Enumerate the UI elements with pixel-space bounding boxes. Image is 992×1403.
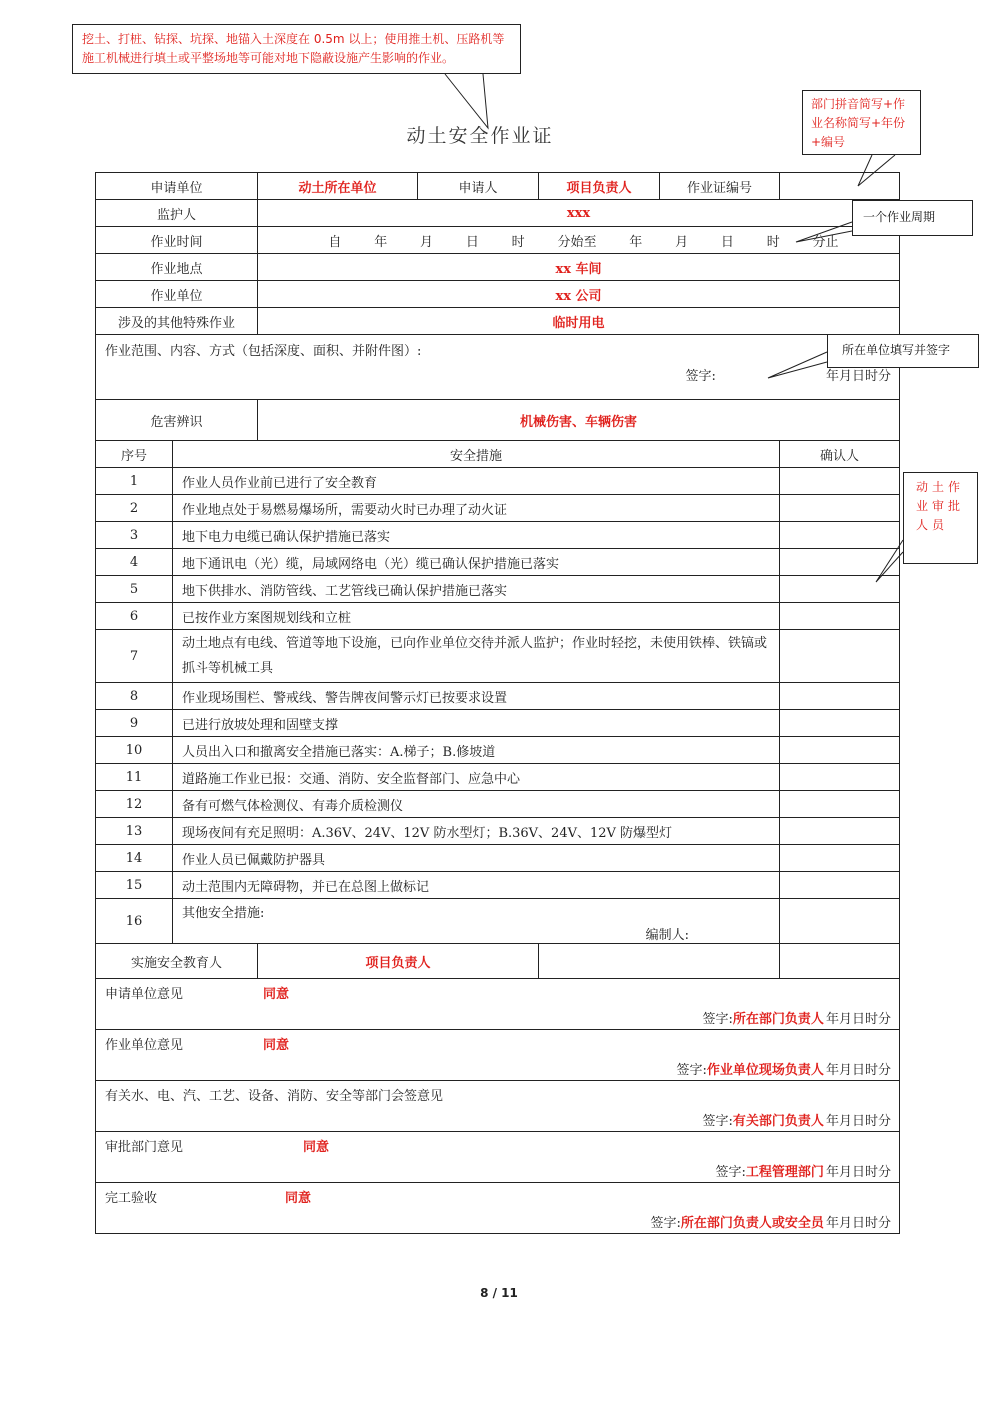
measure-row-other [96, 899, 900, 944]
work-time-token: 分始至 [557, 234, 597, 250]
time-unit-2: 日 [851, 368, 865, 384]
measure-no: 3 [96, 522, 173, 549]
callout-work-period-text: 一个作业周期 [863, 210, 936, 224]
measure-no: 15 [96, 872, 173, 899]
applicant-label: 申请人 [418, 173, 539, 200]
opinion-value: 同意 [263, 986, 290, 1002]
measure-text: 道路施工作业已报：交通、消防、安全监督部门、应急中心 [173, 764, 780, 791]
educator-value[interactable]: 项目负责人 [258, 944, 539, 979]
measure-text: 作业人员已佩戴防护器具 [173, 845, 780, 872]
measure-no: 12 [96, 791, 173, 818]
measure-confirm-cell[interactable] [780, 764, 900, 791]
callout-work-period [852, 200, 973, 236]
time-unit-1: 月 [838, 368, 852, 384]
measure-text: 已进行放坡处理和固壁支撑 [173, 710, 780, 737]
callout-scope-definition [72, 24, 521, 74]
permit-number-label: 作业证编号 [660, 173, 780, 200]
opinion-value: 同意 [285, 1190, 312, 1206]
document-title: 动土安全作业证 [406, 125, 554, 147]
opinion-row [96, 1030, 900, 1081]
work-unit-value[interactable]: xx 公司 [258, 281, 900, 308]
work-time-token: 月 [420, 234, 434, 250]
work-time-token: 年 [374, 234, 388, 250]
measure-no: 8 [96, 683, 173, 710]
time-unit: 分 [878, 1011, 892, 1027]
measure-text: 地下供排水、消防管线、工艺管线已确认保护措施已落实 [173, 576, 780, 603]
time-unit: 时 [864, 1215, 878, 1231]
row-special-work [96, 308, 900, 335]
work-time-token: 日 [465, 234, 479, 250]
measure-no: 16 [96, 899, 173, 944]
scope-cell[interactable] [96, 335, 900, 400]
row-hazard [96, 400, 900, 441]
measure-row [96, 495, 900, 522]
sign-label: 签字: [650, 1215, 681, 1231]
opinion-cell[interactable] [96, 1183, 900, 1234]
apply-unit-value[interactable]: 动土所在单位 [258, 173, 418, 200]
measure-no: 4 [96, 549, 173, 576]
measure-confirm-cell[interactable] [780, 630, 900, 683]
opinion-row [96, 1081, 900, 1132]
signer-value: 所在部门负责人或安全员 [680, 1215, 824, 1231]
time-unit: 月 [838, 1215, 852, 1231]
sign-label: 签字: [676, 1062, 707, 1078]
hazard-label: 危害辨识 [96, 400, 258, 441]
measure-confirm-cell[interactable] [780, 468, 900, 495]
work-time-value[interactable] [258, 227, 900, 254]
opinion-cell[interactable] [96, 1081, 900, 1132]
work-time-token: 时 [766, 234, 780, 250]
sign-label: 签字: [702, 1011, 733, 1027]
measure-no: 9 [96, 710, 173, 737]
measure-confirm-cell[interactable] [780, 710, 900, 737]
work-place-label: 作业地点 [96, 254, 258, 281]
time-unit: 分 [878, 1113, 892, 1129]
measure-text: 作业人员作业前已进行了安全教育 [173, 468, 780, 495]
measure-confirm-cell[interactable] [780, 872, 900, 899]
row-work-place [96, 254, 900, 281]
time-unit: 年 [825, 1062, 839, 1078]
time-unit: 月 [838, 1164, 852, 1180]
work-unit-label: 作业单位 [96, 281, 258, 308]
measure-row [96, 737, 900, 764]
opinion-label: 完工验收 [105, 1190, 158, 1206]
opinion-row [96, 1132, 900, 1183]
row-work-unit [96, 281, 900, 308]
measure-text: 已按作业方案图规划线和立桩 [173, 603, 780, 630]
time-unit: 日 [851, 1215, 865, 1231]
measure-text: 现场夜间有充足照明：A.36V、24V、12V 防水型灯；B.36V、24V、12V 防爆型灯 [173, 818, 780, 845]
row-guardian [96, 200, 900, 227]
time-unit: 时 [864, 1011, 878, 1027]
measure-no: 6 [96, 603, 173, 630]
time-unit: 年 [825, 1011, 839, 1027]
measure-confirm-cell[interactable] [780, 576, 900, 603]
measures-header-no: 序号 [96, 441, 173, 468]
callout-permit-number-rule [802, 90, 921, 155]
callout-approver-text: 动土作业审批人员 [916, 480, 965, 532]
row-educator [96, 944, 900, 979]
measure-row [96, 549, 900, 576]
time-unit: 时 [864, 1113, 878, 1129]
measure-confirm-cell[interactable] [780, 603, 900, 630]
callout-unit-sign-text: 所在单位填写并签字 [842, 343, 951, 357]
opinion-cell[interactable] [96, 1030, 900, 1081]
row-scope [96, 335, 900, 400]
compiler-label: 编制人: [645, 927, 690, 943]
time-unit-4: 分 [878, 368, 892, 384]
signer-value: 作业单位现场负责人 [706, 1062, 824, 1078]
measure-row [96, 872, 900, 899]
measure-row [96, 468, 900, 495]
work-time-tokens [262, 231, 895, 250]
work-time-token: 自 [328, 234, 342, 250]
measure-text: 动土地点有电线、管道等地下设施，已向作业单位交待并派人监护；作业时轻挖，未使用铁棒、铁镐或抓斗等机械工具 [173, 630, 780, 683]
measure-no: 10 [96, 737, 173, 764]
time-unit: 日 [851, 1164, 865, 1180]
opinion-row [96, 979, 900, 1030]
row-measures-header [96, 441, 900, 468]
special-work-value[interactable]: 临时用电 [258, 308, 900, 335]
signer-value: 工程管理部门 [745, 1164, 824, 1180]
measure-row [96, 710, 900, 737]
signer-value: 所在部门负责人 [732, 1011, 824, 1027]
opinion-label: 审批部门意见 [105, 1139, 184, 1155]
opinion-value: 同意 [263, 1037, 290, 1053]
measure-confirm-cell[interactable] [780, 549, 900, 576]
measure-row [96, 764, 900, 791]
measure-row [96, 522, 900, 549]
guardian-label: 监护人 [96, 200, 258, 227]
time-unit: 年 [825, 1164, 839, 1180]
measure-no: 11 [96, 764, 173, 791]
time-unit: 分 [878, 1062, 892, 1078]
measure-text: 作业现场围栏、警戒线、警告牌夜间警示灯已按要求设置 [173, 683, 780, 710]
measure-row [96, 683, 900, 710]
time-unit: 月 [838, 1011, 852, 1027]
callout-permit-number-text: 部门拼音简写+作业名称简写+年份+编号 [811, 97, 906, 149]
measure-row [96, 630, 900, 683]
measure-no: 2 [96, 495, 173, 522]
measure-row [96, 576, 900, 603]
opinion-label: 作业单位意见 [105, 1037, 184, 1053]
callout-approver [903, 472, 978, 564]
measure-text: 作业地点处于易燃易爆场所，需要动火时已办理了动火证 [173, 495, 780, 522]
callout-scope-text: 挖土、打桩、钻探、坑探、地锚入土深度在 0.5m 以上；使用推土机、压路机等施工机械进行填土或平整场地等可能对地下隐蔽设施产生影响的作业。 [82, 32, 505, 65]
callout-unit-sign [827, 334, 979, 368]
measure-text: 地下通讯电（光）缆，局域网络电（光）缆已确认保护措施已落实 [173, 549, 780, 576]
measure-text: 备有可燃气体检测仪、有毒介质检测仪 [173, 791, 780, 818]
measure-text: 动土范围内无障碍物，并已在总图上做标记 [173, 872, 780, 899]
measure-confirm-cell[interactable] [780, 522, 900, 549]
measure-confirm-cell[interactable] [780, 683, 900, 710]
measure-row [96, 603, 900, 630]
measure-other-label: 其他安全措施: [182, 905, 265, 921]
scope-sign-label: 签字: [685, 368, 716, 384]
time-unit-3: 时 [864, 368, 878, 384]
measures-header-confirm: 确认人 [780, 441, 900, 468]
measure-confirm-cell[interactable] [780, 845, 900, 872]
time-unit: 分 [878, 1215, 892, 1231]
special-work-label: 涉及的其他特殊作业 [96, 308, 258, 335]
measure-text: 人员出入口和撤离安全措施已落实：A.梯子；B.修坡道 [173, 737, 780, 764]
measure-text: 地下电力电缆已确认保护措施已落实 [173, 522, 780, 549]
permit-number-value[interactable] [780, 173, 900, 200]
time-unit: 分 [878, 1164, 892, 1180]
opinion-row [96, 1183, 900, 1234]
measure-no: 1 [96, 468, 173, 495]
hazard-value[interactable]: 机械伤害、车辆伤害 [258, 400, 900, 441]
signer-value: 有关部门负责人 [732, 1113, 824, 1129]
measure-confirm-cell[interactable] [780, 899, 900, 944]
measures-header-measure: 安全措施 [173, 441, 780, 468]
measure-row [96, 791, 900, 818]
row-applicant [96, 173, 900, 200]
measure-no: 13 [96, 818, 173, 845]
opinion-cell[interactable] [96, 1132, 900, 1183]
permit-form-table [95, 172, 900, 1234]
measure-no: 5 [96, 576, 173, 603]
time-unit: 时 [864, 1164, 878, 1180]
page-number: 8 / 11 [480, 1286, 518, 1300]
educator-blank-2[interactable] [780, 944, 900, 979]
measure-no: 7 [96, 630, 173, 683]
sign-label: 签字: [702, 1113, 733, 1129]
measure-no: 14 [96, 845, 173, 872]
time-unit: 年 [825, 1113, 839, 1129]
work-time-token: 分止 [812, 234, 839, 250]
time-unit: 月 [838, 1113, 852, 1129]
educator-label: 实施安全教育人 [96, 944, 258, 979]
time-unit-0: 年 [825, 368, 839, 384]
measure-confirm-cell[interactable] [780, 818, 900, 845]
time-unit: 月 [838, 1062, 852, 1078]
time-unit: 日 [851, 1062, 865, 1078]
work-place-value[interactable]: xx 车间 [258, 254, 900, 281]
guardian-value[interactable]: xxx [258, 200, 900, 227]
measure-row [96, 818, 900, 845]
opinion-cell[interactable] [96, 979, 900, 1030]
time-unit: 时 [864, 1062, 878, 1078]
time-unit: 日 [851, 1113, 865, 1129]
opinion-label: 申请单位意见 [105, 986, 184, 1002]
row-work-time [96, 227, 900, 254]
time-unit: 日 [851, 1011, 865, 1027]
scope-label: 作业范围、内容、方式（包括深度、面积、并附件图）: [105, 343, 422, 359]
work-time-token: 年 [629, 234, 643, 250]
time-unit: 年 [825, 1215, 839, 1231]
educator-blank-1[interactable] [539, 944, 780, 979]
measure-row [96, 845, 900, 872]
apply-unit-label: 申请单位 [96, 173, 258, 200]
work-time-token: 日 [720, 234, 734, 250]
measure-confirm-cell[interactable] [780, 737, 900, 764]
work-time-token: 时 [511, 234, 525, 250]
measure-confirm-cell[interactable] [780, 495, 900, 522]
measure-other-cell[interactable] [173, 899, 780, 944]
work-time-label: 作业时间 [96, 227, 258, 254]
work-time-token: 月 [675, 234, 689, 250]
measure-confirm-cell[interactable] [780, 791, 900, 818]
sign-label: 签字: [715, 1164, 746, 1180]
opinion-label: 有关水、电、汽、工艺、设备、消防、安全等部门会签意见 [105, 1088, 444, 1104]
applicant-value[interactable]: 项目负责人 [539, 173, 660, 200]
opinion-value: 同意 [303, 1139, 330, 1155]
